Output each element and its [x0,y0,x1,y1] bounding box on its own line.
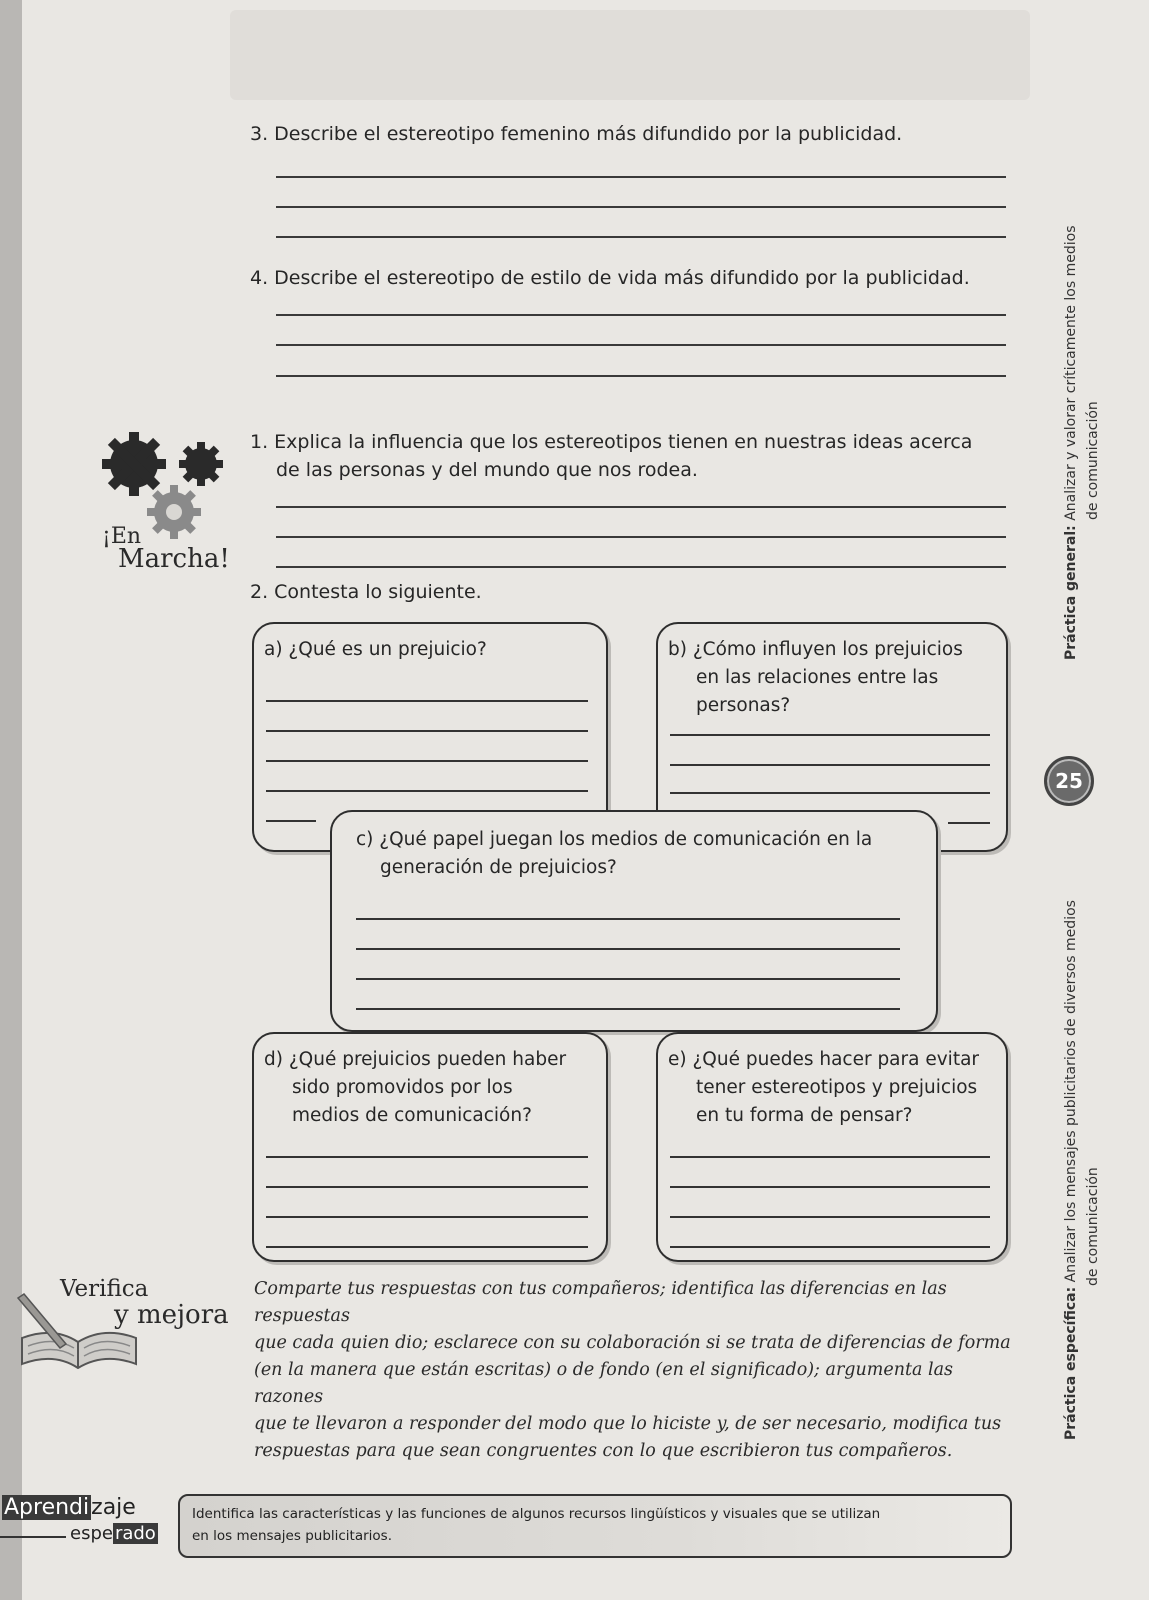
box-c-question-2: generación de prejuicios? [380,857,617,878]
box-e-question-3: en tu forma de pensar? [696,1105,913,1126]
box-b-question-3: personas? [696,695,791,716]
answer-box-e[interactable] [656,1032,1008,1262]
paragraph-line: que cada quien dio; esclarece con su colaboración si se trata de diferencias de forma [254,1333,1011,1353]
box-b-question-2: en las relaciones entre las [696,667,939,688]
practica-general-label-line-2: de comunicación [1085,401,1101,520]
paragraph-line: (en la manera que están escritas) o de fondo (en el significado); argumenta las razones [254,1360,954,1407]
practica-general-title: Práctica general: [1063,525,1079,660]
answer-box-d[interactable] [252,1032,608,1262]
answer-line[interactable] [276,314,1006,316]
bleed-through-header [230,10,1030,100]
paragraph-line: Comparte tus respuestas con tus compañeros; identifica las diferencias en las respuestas [254,1279,947,1326]
en-marcha-title-1: ¡En [102,524,142,549]
answer-line[interactable] [266,790,588,792]
verifica-title-1: Verifica [60,1276,149,1302]
aprendizaje-logo [0,1494,170,1554]
answer-line[interactable] [276,566,1006,568]
answer-line[interactable] [670,764,990,766]
book-pencil-icon [14,1286,144,1378]
answer-line[interactable] [276,375,1006,377]
answer-line[interactable] [670,734,990,736]
box-d-question-3: medios de comunicación? [292,1105,532,1126]
aprendizaje-word-a: Aprendi [4,1495,90,1520]
paragraph-line: respuestas para que sean congruentes con lo que escribieron tus compañeros. [254,1441,953,1461]
practica-general-text: Analizar y valorar críticamente los medios [1063,225,1079,521]
aprendizaje-line-2: en los mensajes publicitarios. [192,1528,393,1544]
answer-box-c[interactable] [330,810,938,1032]
answer-line[interactable] [670,1156,990,1158]
esperado-word-a: espe [70,1523,113,1544]
question-1-line-2: de las personas y del mundo que nos rodea. [276,459,698,481]
answer-line[interactable] [276,536,1006,538]
box-d-question-1: d) ¿Qué prejuicios pueden haber [264,1049,567,1070]
verifica-title-2: y mejora [114,1300,229,1330]
answer-line[interactable] [276,176,1006,178]
practica-especifica-title: Práctica específica: [1063,1286,1079,1440]
answer-line[interactable] [276,206,1006,208]
practica-especifica-text: Analizar los mensajes publicitarios de diversos medios [1063,900,1079,1283]
aprendizaje-esperado-box [178,1494,1012,1558]
answer-line[interactable] [276,506,1006,508]
question-2: 2. Contesta lo siguiente. [250,581,482,603]
answer-line[interactable] [266,820,316,822]
answer-line[interactable] [266,1186,588,1188]
aprendizaje-word-b: zaje [91,1495,136,1520]
paragraph-line: que te llevaron a responder del modo que lo hiciste y, de ser necesario, modifica tus [254,1414,1002,1434]
answer-line[interactable] [670,792,990,794]
question-4: 4. Describe el estereotipo de estilo de vida más difundido por la publicidad. [250,267,970,289]
answer-line[interactable] [266,1246,588,1248]
aprendizaje-line-1: Identifica las características y las funciones de algunos recursos lingüísticos y visuales que se utilizan [192,1506,881,1522]
answer-line[interactable] [670,1216,990,1218]
answer-line[interactable] [356,918,900,920]
answer-line[interactable] [948,822,990,824]
box-c-question-1: c) ¿Qué papel juegan los medios de comunicación en la [356,829,873,850]
answer-line[interactable] [276,236,1006,238]
box-a-question: a) ¿Qué es un prejuicio? [264,639,487,660]
box-b-question-1: b) ¿Cómo influyen los prejuicios [668,639,963,660]
practica-general-label [1062,225,1080,660]
box-e-question-2: tener estereotipos y prejuicios [696,1077,978,1098]
answer-line[interactable] [670,1186,990,1188]
verifica-paragraph [254,1276,1014,1465]
answer-line[interactable] [356,978,900,980]
page-number-badge: 25 [1044,756,1094,806]
answer-line[interactable] [266,700,588,702]
esperado-word-b: rado [114,1523,156,1544]
answer-line[interactable] [276,344,1006,346]
answer-line[interactable] [266,730,588,732]
question-1-line-1: 1. Explica la influencia que los estereotipos tienen en nuestras ideas acerca [250,431,973,453]
answer-line[interactable] [266,1156,588,1158]
en-marcha-title-2: Marcha! [118,544,230,574]
answer-line[interactable] [356,1008,900,1010]
practica-especifica-label [1062,900,1080,1440]
question-3: 3. Describe el estereotipo femenino más difundido por la publicidad. [250,123,903,145]
box-e-question-1: e) ¿Qué puedes hacer para evitar [668,1049,980,1070]
answer-line[interactable] [356,948,900,950]
answer-line[interactable] [266,760,588,762]
answer-line[interactable] [670,1246,990,1248]
box-d-question-2: sido promovidos por los [292,1077,513,1098]
practica-especifica-label-line-2: de comunicación [1085,1167,1101,1286]
answer-line[interactable] [266,1216,588,1218]
